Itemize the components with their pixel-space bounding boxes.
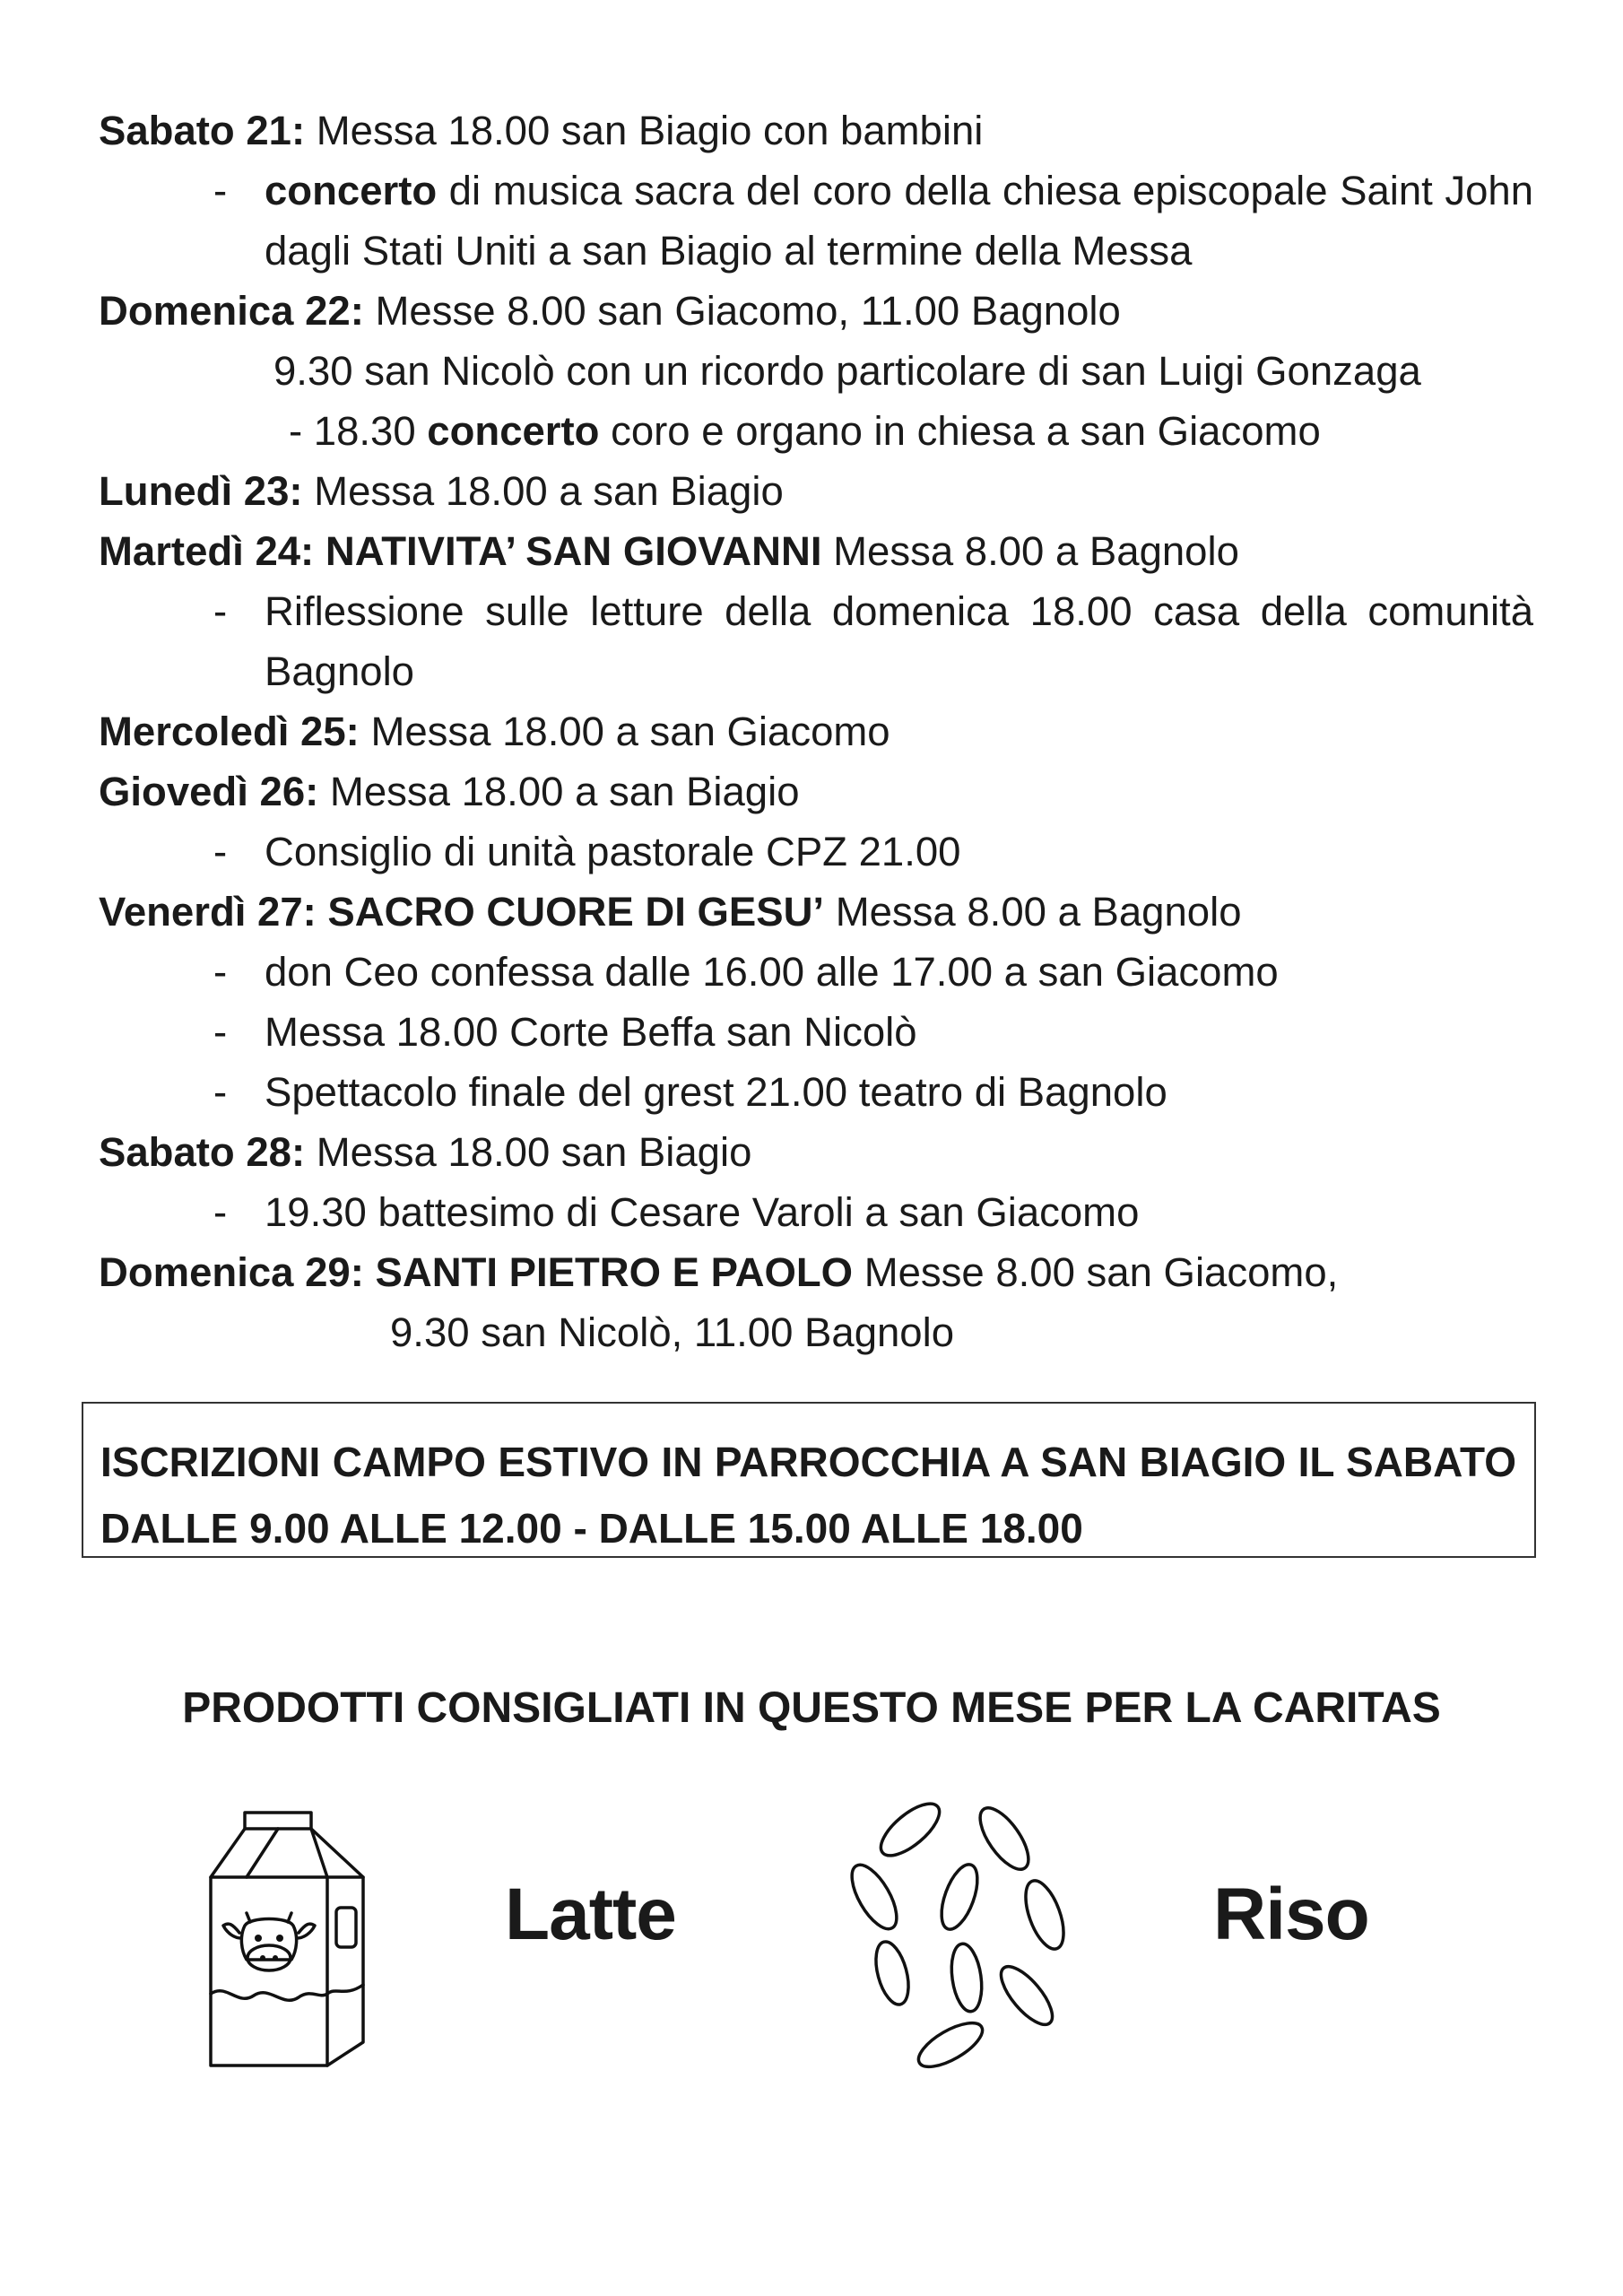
bullet-dash: - — [213, 588, 228, 634]
cont-pre: - 18.30 — [289, 408, 428, 454]
summer-camp-notice: ISCRIZIONI CAMPO ESTIVO IN PARROCCHIA A SAN BIAGIO IL SABATO DALLE 9.00 ALLE 12.00 - DALLE 15.00 ALLE 18.00 — [82, 1402, 1536, 1558]
subitem-text: Spettacolo finale del grest 21.00 teatro di Bagnolo — [265, 1069, 1167, 1115]
day-text: Messa 18.00 a san Biagio — [318, 769, 800, 814]
day-label: Giovedì 26: — [99, 769, 319, 814]
schedule-subitem — [99, 942, 1533, 1002]
subitem-text: di musica sacra del coro della chiesa episcopale Saint John dagli Stati Uniti a san Biagio al termine della Messa — [265, 168, 1533, 274]
schedule-day — [99, 281, 1533, 341]
bullet-dash: - — [213, 1189, 228, 1235]
caritas-title: PRODOTTI CONSIGLIATI IN QUESTO MESE PER LA CARITAS — [182, 1684, 1441, 1732]
milk-carton-icon — [193, 1807, 381, 2072]
schedule-continuation: 9.30 san Nicolò, 11.00 Bagnolo — [390, 1309, 955, 1355]
day-text: Messe 8.00 san Giacomo, 11.00 Bagnolo — [363, 288, 1121, 334]
subitem-text: don Ceo confessa dalle 16.00 alle 17.00 a san Giacomo — [265, 949, 1279, 995]
schedule-subitem — [99, 1062, 1533, 1122]
day-label: Sabato 28: — [99, 1129, 306, 1175]
bullet-dash: - — [213, 1069, 228, 1115]
day-label: Martedì 24: NATIVITA’ SAN GIOVANNI — [99, 528, 822, 574]
product-label-latte: Latte — [505, 1874, 676, 1955]
schedule — [99, 100, 1533, 1362]
bullet-dash: - — [213, 829, 228, 874]
caritas-products — [143, 1758, 1417, 2117]
rice-grains-icon — [825, 1785, 1094, 2072]
day-label: Venerdì 27: SACRO CUORE DI GESU’ — [99, 889, 825, 935]
bullet-dash: - — [213, 168, 228, 213]
subitem-text: 19.30 battesimo di Cesare Varoli a san Giacomo — [265, 1189, 1140, 1235]
schedule-day — [99, 521, 1533, 581]
day-label: Domenica 22: — [99, 288, 364, 334]
day-label: Sabato 21: — [99, 108, 306, 153]
day-label: Lunedì 23: — [99, 468, 303, 514]
subitem-bold: concerto — [265, 168, 438, 213]
schedule-continuation: 9.30 san Nicolò con un ricordo particolare di san Luigi Gonzaga — [273, 348, 1421, 394]
day-text: Messa 18.00 san Biagio con bambini — [305, 108, 984, 153]
day-text: Messa 18.00 a san Giacomo — [359, 709, 890, 754]
bullet-dash: - — [213, 1009, 228, 1055]
day-text: Messe 8.00 san Giacomo, — [853, 1249, 1339, 1295]
schedule-day — [99, 1122, 1533, 1182]
day-text: Messa 8.00 a Bagnolo — [824, 889, 1242, 935]
subitem-text: Consiglio di unità pastorale CPZ 21.00 — [265, 829, 961, 874]
schedule-subitem — [99, 1002, 1533, 1062]
schedule-day — [99, 701, 1533, 761]
schedule-day — [99, 461, 1533, 521]
bullet-dash: - — [213, 949, 228, 995]
schedule-continuation — [99, 401, 1533, 461]
schedule-day — [99, 1242, 1533, 1302]
subitem-text: Messa 18.00 Corte Beffa san Nicolò — [265, 1009, 917, 1055]
schedule-day — [99, 100, 1533, 161]
cont-bold: concerto — [427, 408, 600, 454]
schedule-subitem — [99, 1182, 1533, 1242]
schedule-subitem — [99, 822, 1533, 882]
day-text: Messa 18.00 san Biagio — [305, 1129, 752, 1175]
schedule-subitem — [99, 161, 1533, 281]
schedule-day — [99, 761, 1533, 822]
day-label: Mercoledì 25: — [99, 709, 360, 754]
day-text: Messa 18.00 a san Biagio — [302, 468, 784, 514]
schedule-day — [99, 882, 1533, 942]
subitem-text: Riflessione sulle letture della domenica 18.00 casa della comunità Bagnolo — [265, 588, 1533, 694]
cont-post: coro e organo in chiesa a san Giacomo — [599, 408, 1321, 454]
product-label-riso: Riso — [1213, 1874, 1369, 1955]
day-label: Domenica 29: SANTI PIETRO E PAOLO — [99, 1249, 854, 1295]
day-text: Messa 8.00 a Bagnolo — [821, 528, 1239, 574]
schedule-subitem — [99, 581, 1533, 701]
